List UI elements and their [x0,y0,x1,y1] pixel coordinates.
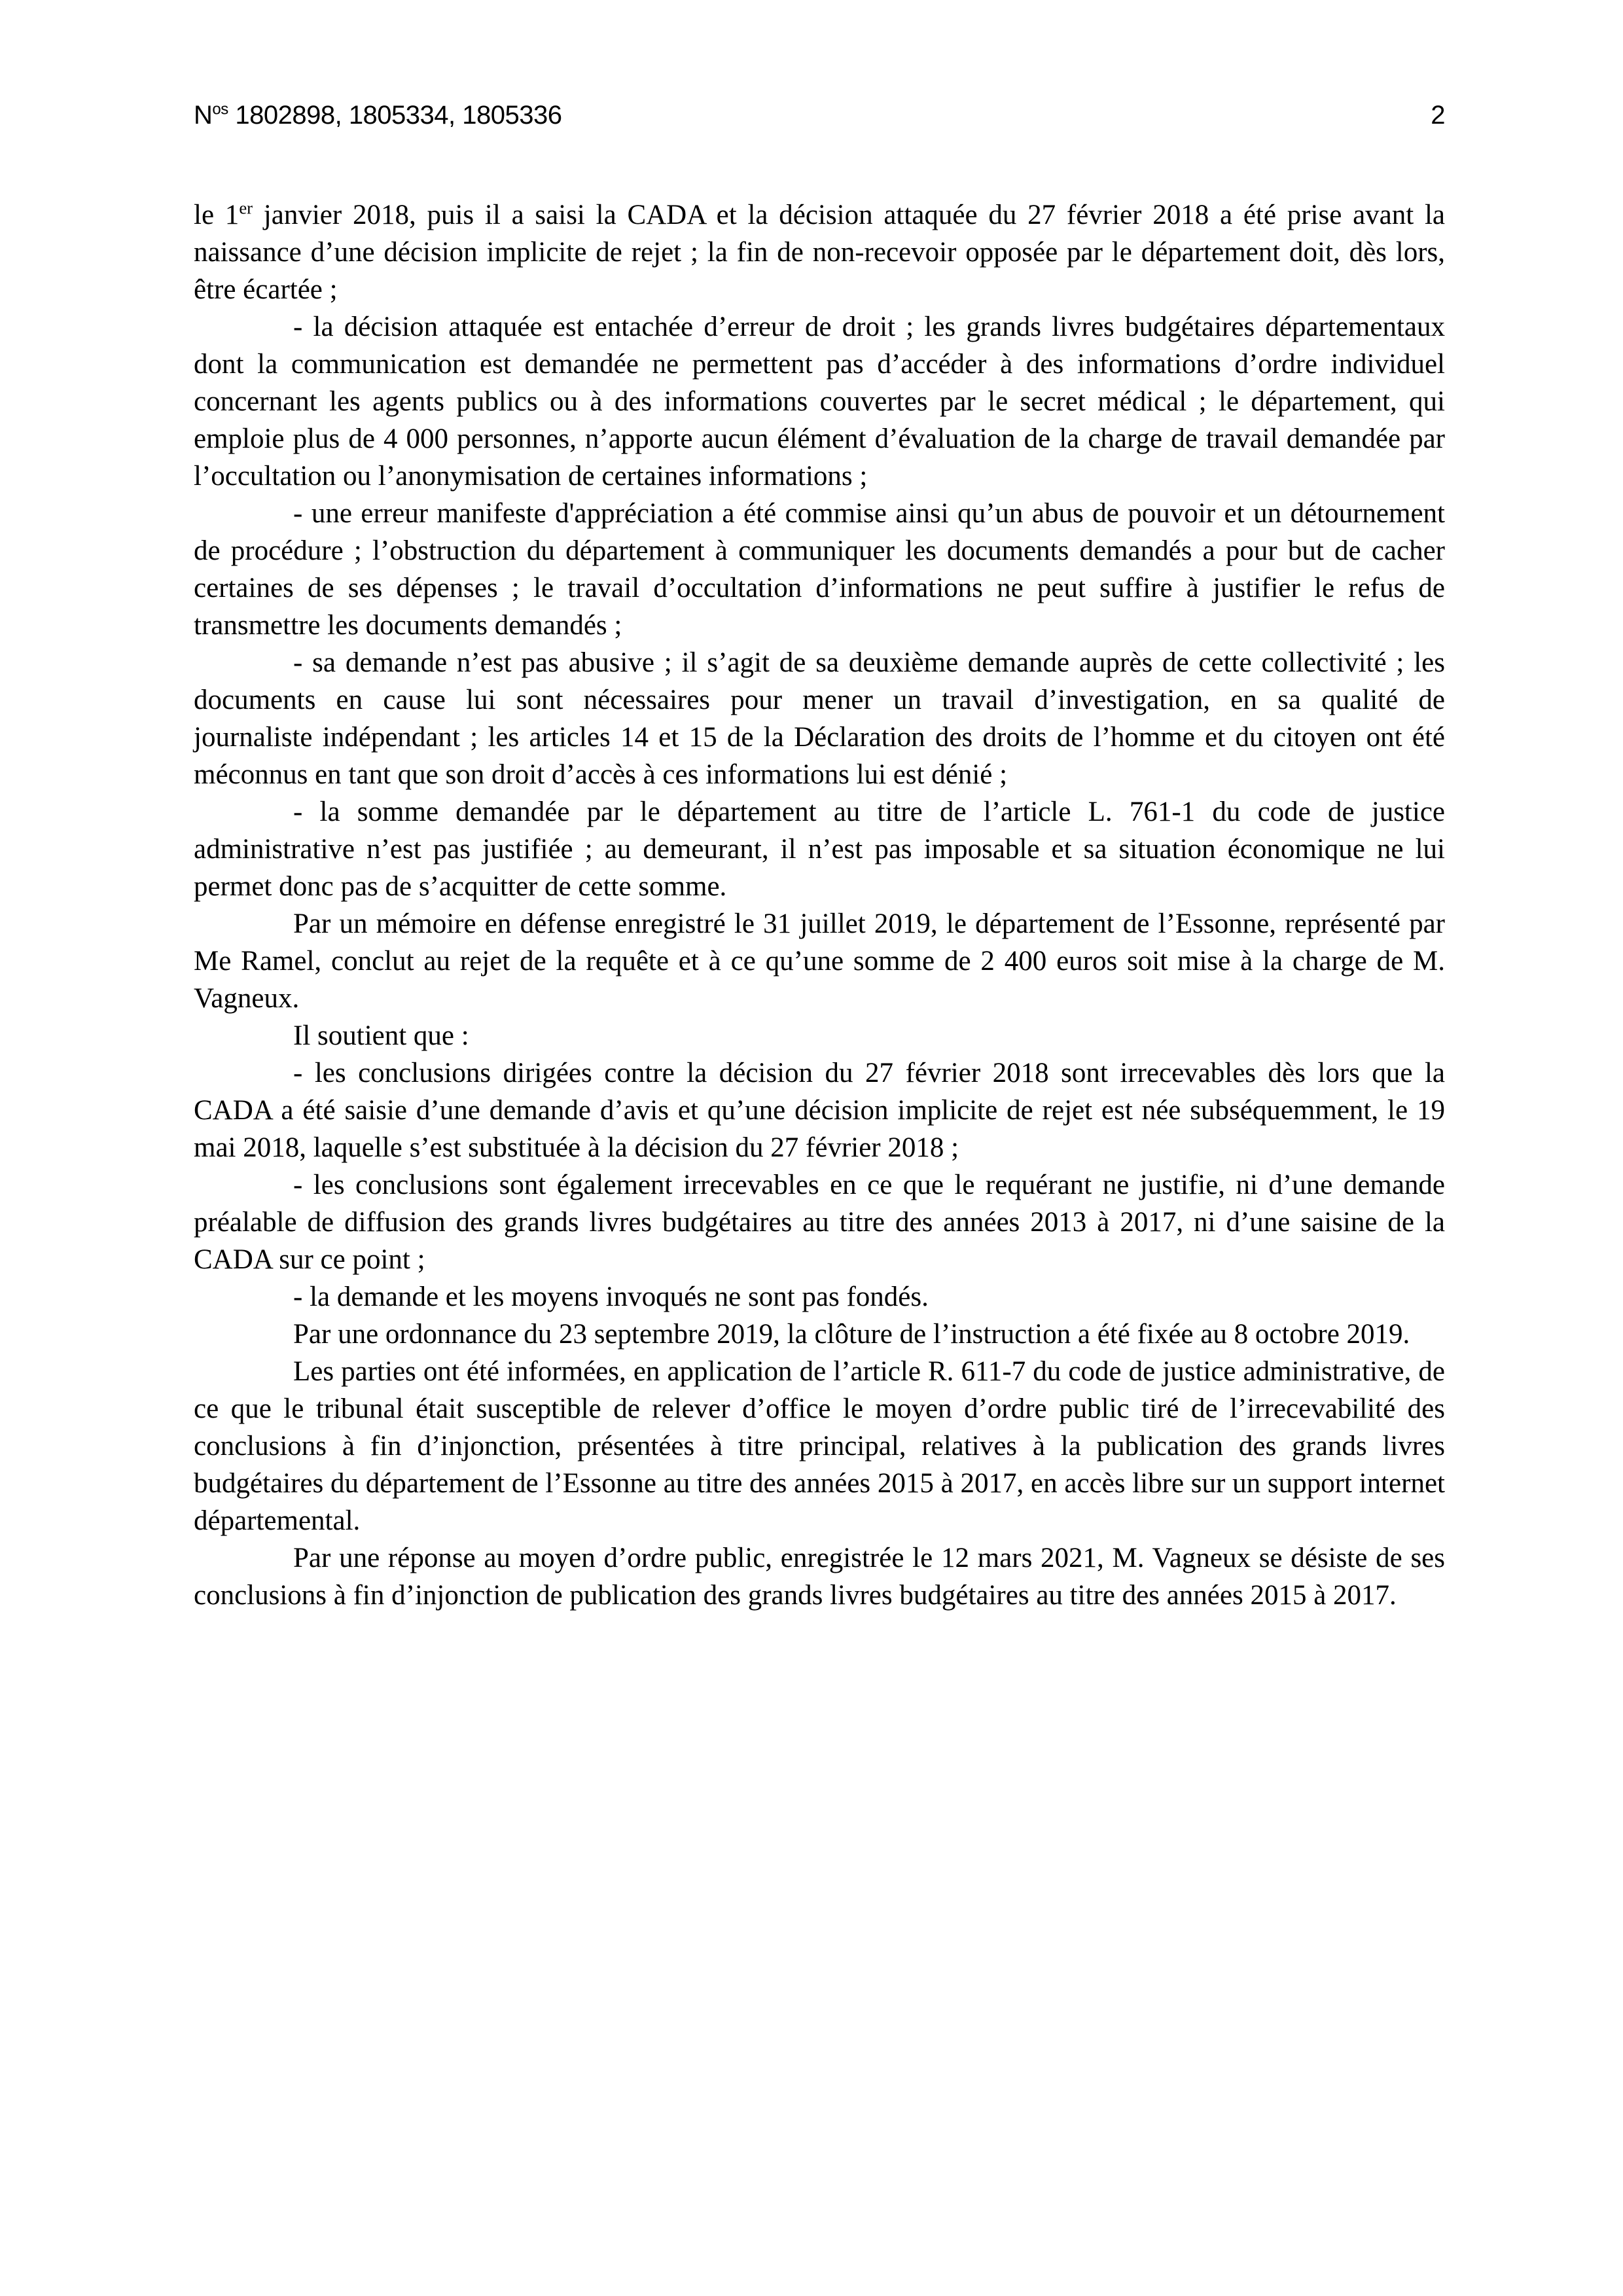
bullet-somme-article-L761-1: - la somme demandée par le département au titre de l’article L. 761-1 du code de justice administrative n’est pas justifiée ; au demeurant, il n’est pas imposable et sa situation économique ne lui permet donc pas de s’acquitter de cette somme. [194,797,1445,902]
paragraph-continuation-janvier-2018 [194,196,1445,308]
bullet-erreur-manifeste-appreciation: - une erreur manifeste d'appréciation a été commise ainsi qu’un abus de pouvoir et un détournement de procédure ; l’obstruction du département à communiquer les documents demandés a pour but de cacher certaines de ses dépenses ; le travail d’occultation d’informations ne peut suffire à justifier le refus de transmettre les documents demandés ; [194,498,1445,641]
bullet-conclusions-irrecevables-decision: - les conclusions dirigées contre la décision du 27 février 2018 sont irrecevables dès lors que la CADA a été saisie d’une demande d’avis et qu’une décision implicite de rejet est née subséquemment, le 19 mai 2018, laquelle s’est substituée à la décision du 27 février 2018 ; [194,1058,1445,1163]
document-body [194,196,1445,1614]
case-numbers [194,99,562,131]
para-parties-informees-R611-7: Les parties ont été informées, en application de l’article R. 611-7 du code de justice administrative, de ce que le tribunal était susceptible de relever d’office le moyen d’ordre public tiré de l’irrecevabilité des conclusions à fin d’injonction, présentées à titre principal, relatives à la publication des grands livres budgétaires du département de l’Essonne au titre des années 2015 à 2017, en accès libre sur un support internet départemental. [194,1356,1445,1536]
continuation-text: janvier 2018, puis il a saisi la CADA et la décision attaquée du 27 février 2018 a été prise avant la naissance d’une décision implicite de rejet ; la fin de non-recevoir opposée par le département doit, dès lors, être écartée ; [194,200,1445,305]
para-ordonnance-cloture-instruction: Par une ordonnance du 23 septembre 2019, la clôture de l’instruction a été fixée au 8 octobre 2019. [293,1319,1410,1350]
continuation-prefix: le 1 [194,200,240,230]
para-reponse-moyen-ordre-public: Par une réponse au moyen d’ordre public, enregistrée le 12 mars 2021, M. Vagneux se désiste de ses conclusions à fin d’injonction de publication des grands livres budgétaires au titre des années 2015 à 2017. [194,1543,1445,1611]
para-memoire-en-defense: Par un mémoire en défense enregistré le 31 juillet 2019, le département de l’Essonne, représenté par Me Ramel, conclut au rejet de la requête et à ce qu’une somme de 2 400 euros soit mise à la charge de M. Vagneux. [194,908,1445,1014]
bullet-conclusions-irrecevables-diffusion: - les conclusions sont également irrecevables en ce que le requérant ne justifie, ni d’une demande préalable de diffusion des grands livres budgétaires au titre des années 2013 à 2017, ni d’une saisine de la CADA sur ce point ; [194,1170,1445,1275]
ordinal-superscript: er [239,198,253,218]
bullet-decision-erreur-de-droit: - la décision attaquée est entachée d’erreur de droit ; les grands livres budgétaires départementaux dont la communication est demandée ne permettent pas d’accéder à des informations d’ordre individuel concernant les agents publics ou à des informations couvertes par le secret médical ; le département, qui emploie plus de 4 000 personnes, n’apporte aucun élément d’évaluation de la charge de travail demandée par l’occultation ou l’anonymisation de certaines informations ; [194,312,1445,492]
page-header [194,99,1445,131]
case-numbers-prefix: N [194,101,213,130]
bullet-demande-non-abusive: - sa demande n’est pas abusive ; il s’agit de sa deuxième demande auprès de cette collectivité ; les documents en cause lui sont nécessaires pour mener un travail d’investigation, en sa qualité de journaliste indépendant ; les articles 14 et 15 de la Déclaration des droits de l’homme et du citoyen ont été méconnus en tant que son droit d’accès à ces informations lui est dénié ; [194,647,1445,790]
case-numbers-list: 1802898, 1805334, 1805336 [228,101,562,130]
para-il-soutient-que: Il soutient que : [293,1020,469,1051]
page-number: 2 [1431,101,1445,130]
case-numbers-superscript: os [212,100,228,118]
bullet-demande-moyens-non-fondes: - la demande et les moyens invoqués ne sont pas fondés. [293,1282,929,1312]
